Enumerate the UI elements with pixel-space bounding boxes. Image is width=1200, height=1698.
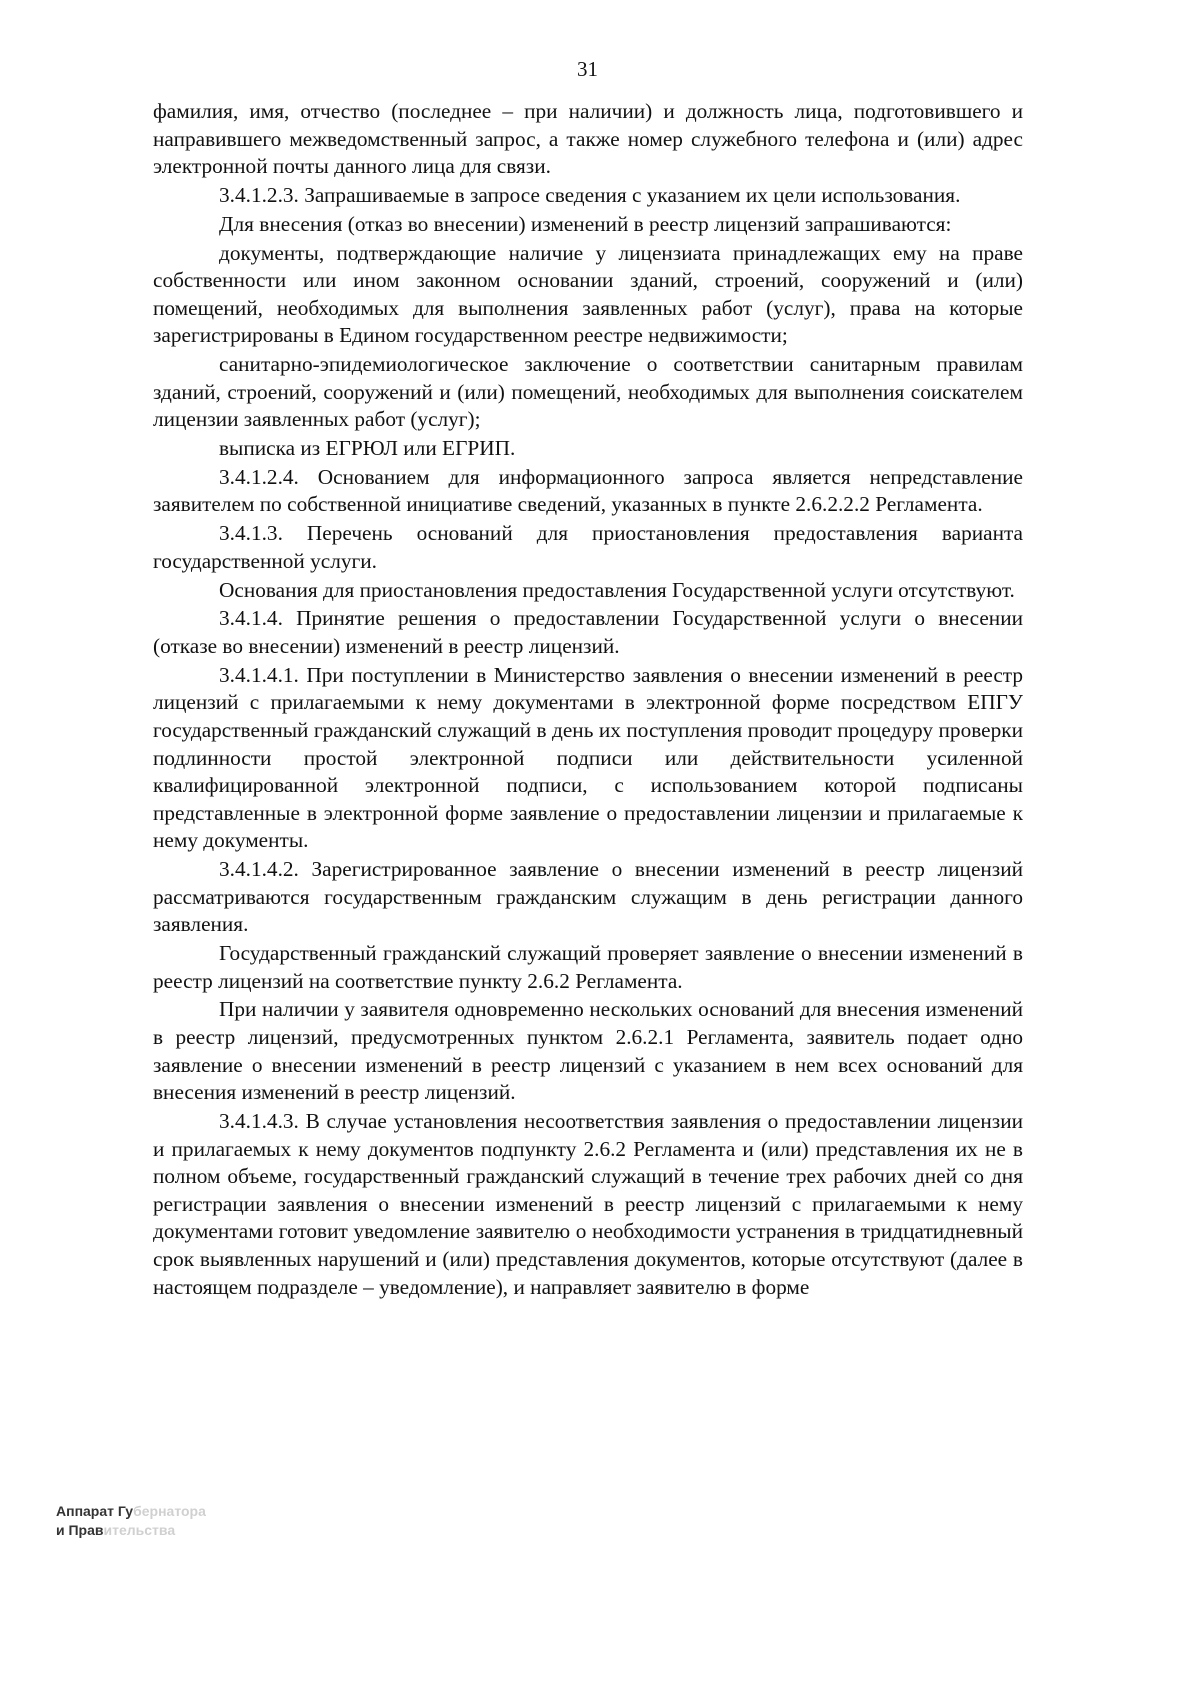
paragraph: Для внесения (отказ во внесении) изменений в реестр лицензий запрашиваются:	[219, 211, 952, 236]
paragraph: 3.4.1.4.1. При поступлении в Министерство заявления о внесении изменений в реестр лицензий с прилагаемыми к нему документами в электронной форме посредством ЕПГУ государственный гражданский служащий в день их поступления проводит процедуру проверки подлинности простой электронной подписи или действительности усиленной квалифицированной электронной подписи, с использованием которой подписаны представленные в электронной форме заявление о предоставлении лицензии и прилагаемые к нему документы.	[153, 662, 1023, 853]
paragraph: 3.4.1.2.4. Основанием для информационного запроса является непредставление заявителем по собственной инициативе сведений, указанных в пункте 2.6.2.2.2 Регламента.	[153, 464, 1023, 517]
stamp-line-1-faded: бернатора	[133, 1503, 206, 1519]
paragraph: 3.4.1.4.3. В случае установления несоответствия заявления о предоставлении лицензии и прилагаемых к нему документов подпункту 2.6.2 Регламента и (или) представления их не в полном объеме, государственный гражданский служащий в течение трех рабочих дней со дня регистрации заявления о внесении изменений в реестр лицензий с прилагаемыми к нему документами готовит уведомление заявителю о необходимости устранения в тридцатидневный срок выявленных нарушений и (или) представления документов, которые отсутствуют (далее в настоящем подразделе – уведомление), и направляет заявителю в форме	[153, 1109, 1023, 1299]
paragraph: При наличии у заявителя одновременно нескольких оснований для внесения изменений в реестр лицензий, предусмотренных пунктом 2.6.2.1 Регламента, заявитель подает одно заявление о внесении изменений в реестр лицензий с указанием в нем всех оснований для внесения изменений в реестр лицензий.	[153, 997, 1023, 1105]
document-body	[153, 98, 1023, 1302]
paragraph: документы, подтверждающие наличие у лицензиата принадлежащих ему на праве собственности или ином законном основании зданий, строений, сооружений и (или) помещений, необходимых для выполнения заявленных работ (услуг), права на которые зарегистрированы в Едином государственном реестре недвижимости;	[153, 240, 1023, 348]
paragraph: 3.4.1.4. Принятие решения о предоставлении Государственной услуги о внесении (отказе во внесении) изменений в реестр лицензий.	[153, 606, 1023, 658]
stamp-line-2	[56, 1521, 206, 1540]
stamp-line-1-text: Аппарат Гу	[56, 1503, 134, 1519]
paragraph: 3.4.1.2.3. Запрашиваемые в запросе сведения с указанием их цели использования.	[219, 182, 961, 207]
office-stamp	[56, 1502, 206, 1540]
paragraph: фамилия, имя, отчество (последнее – при наличии) и должность лица, подготовившего и направившего межведомственный запрос, а также номер служебного телефона и (или) адрес электронной почты данного лица для связи.	[153, 99, 1023, 179]
stamp-line-2-faded: ительства	[103, 1522, 176, 1538]
paragraph: Государственный гражданский служащий проверяет заявление о внесении изменений в реестр лицензий на соответствие пункту 2.6.2 Регламента.	[153, 941, 1023, 993]
paragraph: 3.4.1.3. Перечень оснований для приостановления предоставления варианта государственной услуги.	[153, 521, 1023, 573]
stamp-line-1	[56, 1502, 206, 1521]
paragraph: санитарно-эпидемиологическое заключение о соответствии санитарным правилам зданий, строений, сооружений и (или) помещений, необходимых для выполнения соискателем лицензии заявленных работ (услуг);	[153, 352, 1023, 432]
paragraph: 3.4.1.4.2. Зарегистрированное заявление о внесении изменений в реестр лицензий рассматриваются государственным гражданским служащим в день регистрации данного заявления.	[153, 857, 1023, 937]
stamp-line-2-text: и Прав	[56, 1522, 104, 1538]
paragraph: выписка из ЕГРЮЛ или ЕГРИП.	[219, 436, 516, 461]
page-number: 31	[577, 57, 598, 81]
paragraph: Основания для приостановления предоставления Государственной услуги отсутствуют.	[219, 577, 1015, 602]
